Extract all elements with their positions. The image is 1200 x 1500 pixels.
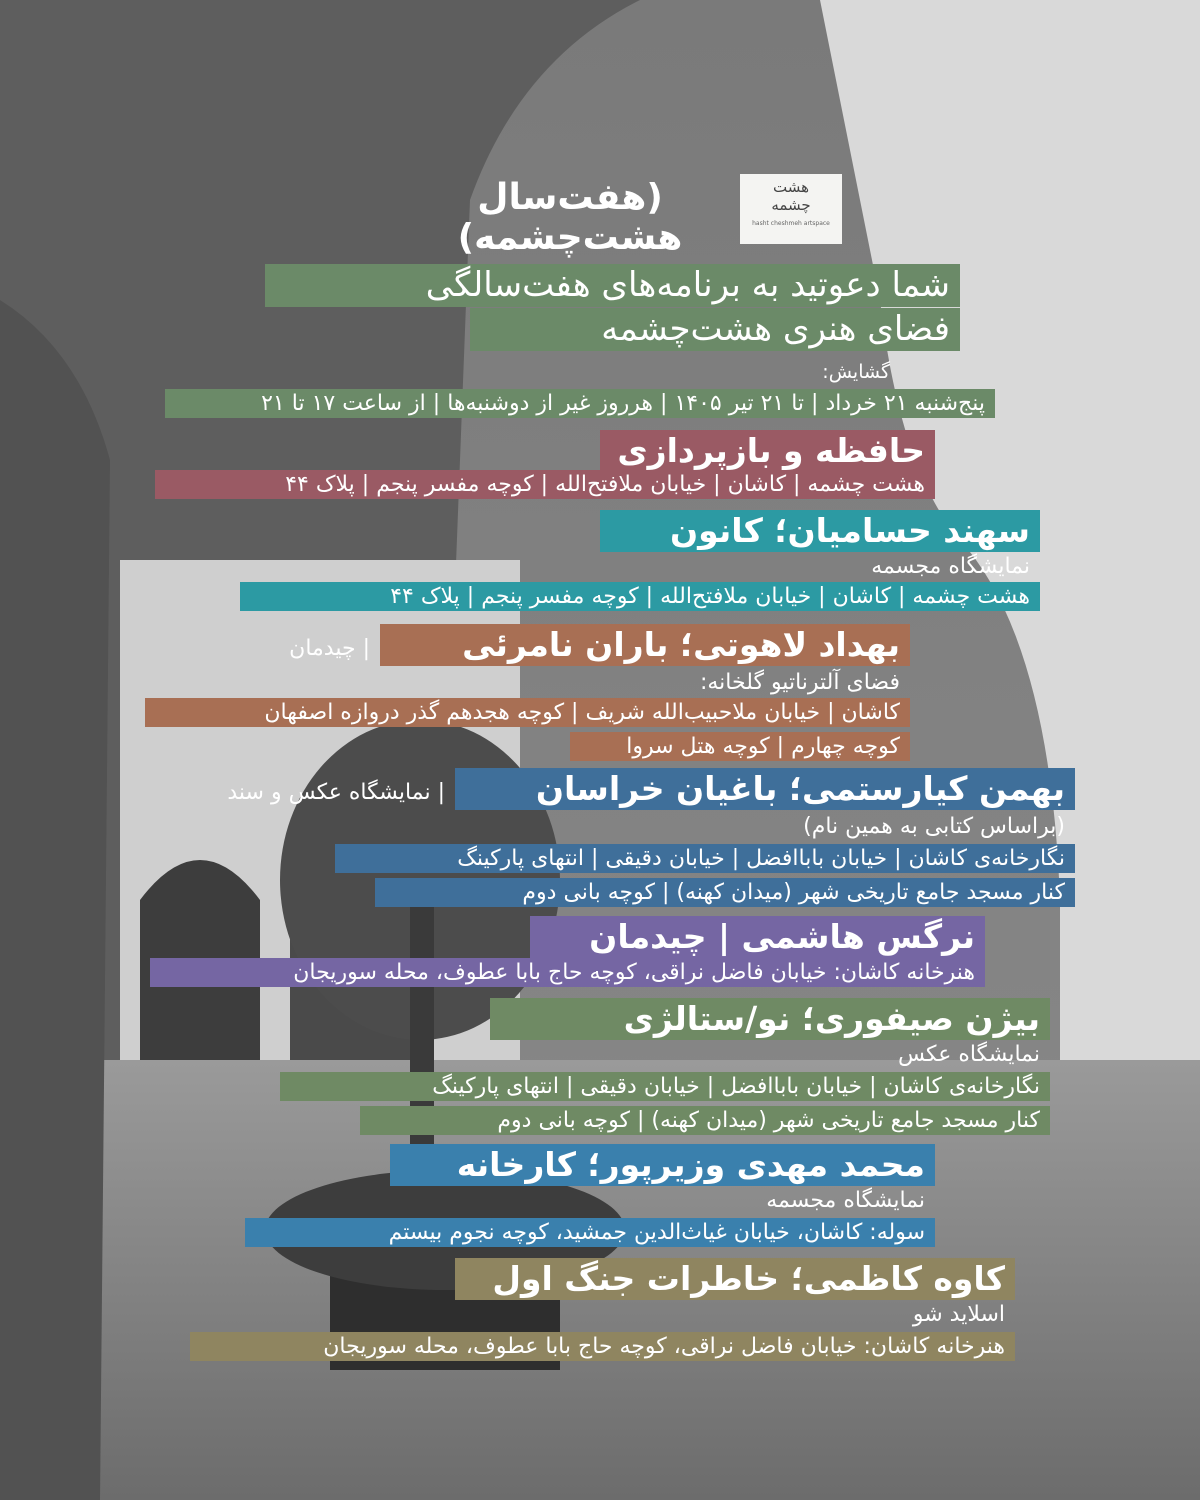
festival-title-line2: هشت‌چشمه) bbox=[457, 216, 683, 258]
logo-caption: hasht cheshmeh artspace bbox=[752, 220, 830, 227]
invite-line1: شما دعوتید به برنامه‌های هفت‌سالگی bbox=[265, 264, 960, 307]
event-line: نمایشگاه عکس bbox=[898, 1042, 1040, 1067]
event-title-suffix: | چیدمان bbox=[289, 636, 370, 661]
logo-line1: هشت bbox=[772, 178, 810, 196]
event-line: اسلاید شو bbox=[912, 1302, 1005, 1327]
event-line: کاشان | خیابان ملاحبیب‌الله شریف | کوچه هجدهم گذر دروازه اصفهان bbox=[145, 698, 910, 727]
event-title: نرگس هاشمی | چیدمان bbox=[530, 916, 985, 958]
event-title: بهداد لاهوتی؛ باران نامرئی bbox=[380, 624, 910, 666]
hasht-cheshmeh-logo bbox=[740, 174, 842, 244]
event-line: کنار مسجد جامع تاریخی شهر (میدان کهنه) | کوچه بانی دوم bbox=[375, 878, 1075, 907]
event-title: بهمن کیارستمی؛ باغیان خراسان bbox=[455, 768, 1075, 810]
event-line: کنار مسجد جامع تاریخی شهر (میدان کهنه) | کوچه بانی دوم bbox=[360, 1106, 1050, 1135]
event-title-suffix: | نمایشگاه عکس و سند bbox=[227, 780, 445, 805]
opening-label: گشایش: bbox=[822, 361, 890, 383]
event-line: فضای آلترناتیو گلخانه: bbox=[699, 670, 900, 695]
event-line: هشت چشمه | کاشان | خیابان ملافتح‌الله | کوچه مفسر پنجم | پلاک ۴۴ bbox=[155, 470, 935, 499]
event-line: (براساس کتابی به همین نام) bbox=[803, 814, 1065, 839]
event-line: هنرخانه کاشان: خیابان فاضل نراقی، کوچه حاج بابا عطوف، محله سوریجان bbox=[190, 1332, 1015, 1361]
event-title: محمد مهدی وزیرپور؛ کارخانه bbox=[390, 1144, 935, 1186]
event-line: نگارخانه‌ی کاشان | خیابان باباافضل | خیابان دقیقی | انتهای پارکینگ bbox=[280, 1072, 1050, 1101]
festival-title bbox=[420, 178, 720, 257]
opening-details: پنج‌شنبه ۲۱ خرداد | تا ۲۱ تیر ۱۴۰۵ | هرروز غیر از دوشنبه‌ها | از ساعت ۱۷ تا ۲۱ bbox=[165, 389, 995, 418]
event-title: حافظه و بازپردازی bbox=[600, 430, 935, 472]
event-title: سهند حسامیان؛ کانون bbox=[600, 510, 1040, 552]
event-line: سوله: کاشان، خیابان غیاث‌الدین جمشید، کوچه نجوم بیستم bbox=[245, 1218, 935, 1247]
event-line: نگارخانه‌ی کاشان | خیابان باباافضل | خیابان دقیقی | انتهای پارکینگ bbox=[335, 844, 1075, 873]
event-title: بیژن صیفوری؛ نو/ستالژی bbox=[490, 998, 1050, 1040]
event-line: هنرخانه کاشان: خیابان فاضل نراقی، کوچه حاج بابا عطوف، محله سوریجان bbox=[150, 958, 985, 987]
festival-title-line1: (هفت‌سال bbox=[477, 177, 663, 218]
event-line: هشت چشمه | کاشان | خیابان ملافتح‌الله | کوچه مفسر پنجم | پلاک ۴۴ bbox=[240, 582, 1040, 611]
event-line: نمایشگاه مجسمه bbox=[871, 554, 1030, 579]
event-line: نمایشگاه مجسمه bbox=[766, 1188, 925, 1213]
logo-line2: چشمه bbox=[771, 196, 811, 214]
event-line: کوچه چهارم | کوچه هتل سروا bbox=[570, 732, 910, 761]
invite-line2: فضای هنری هشت‌چشمه bbox=[470, 308, 960, 351]
event-title: کاوه کاظمی؛ خاطرات جنگ اول bbox=[455, 1258, 1015, 1300]
